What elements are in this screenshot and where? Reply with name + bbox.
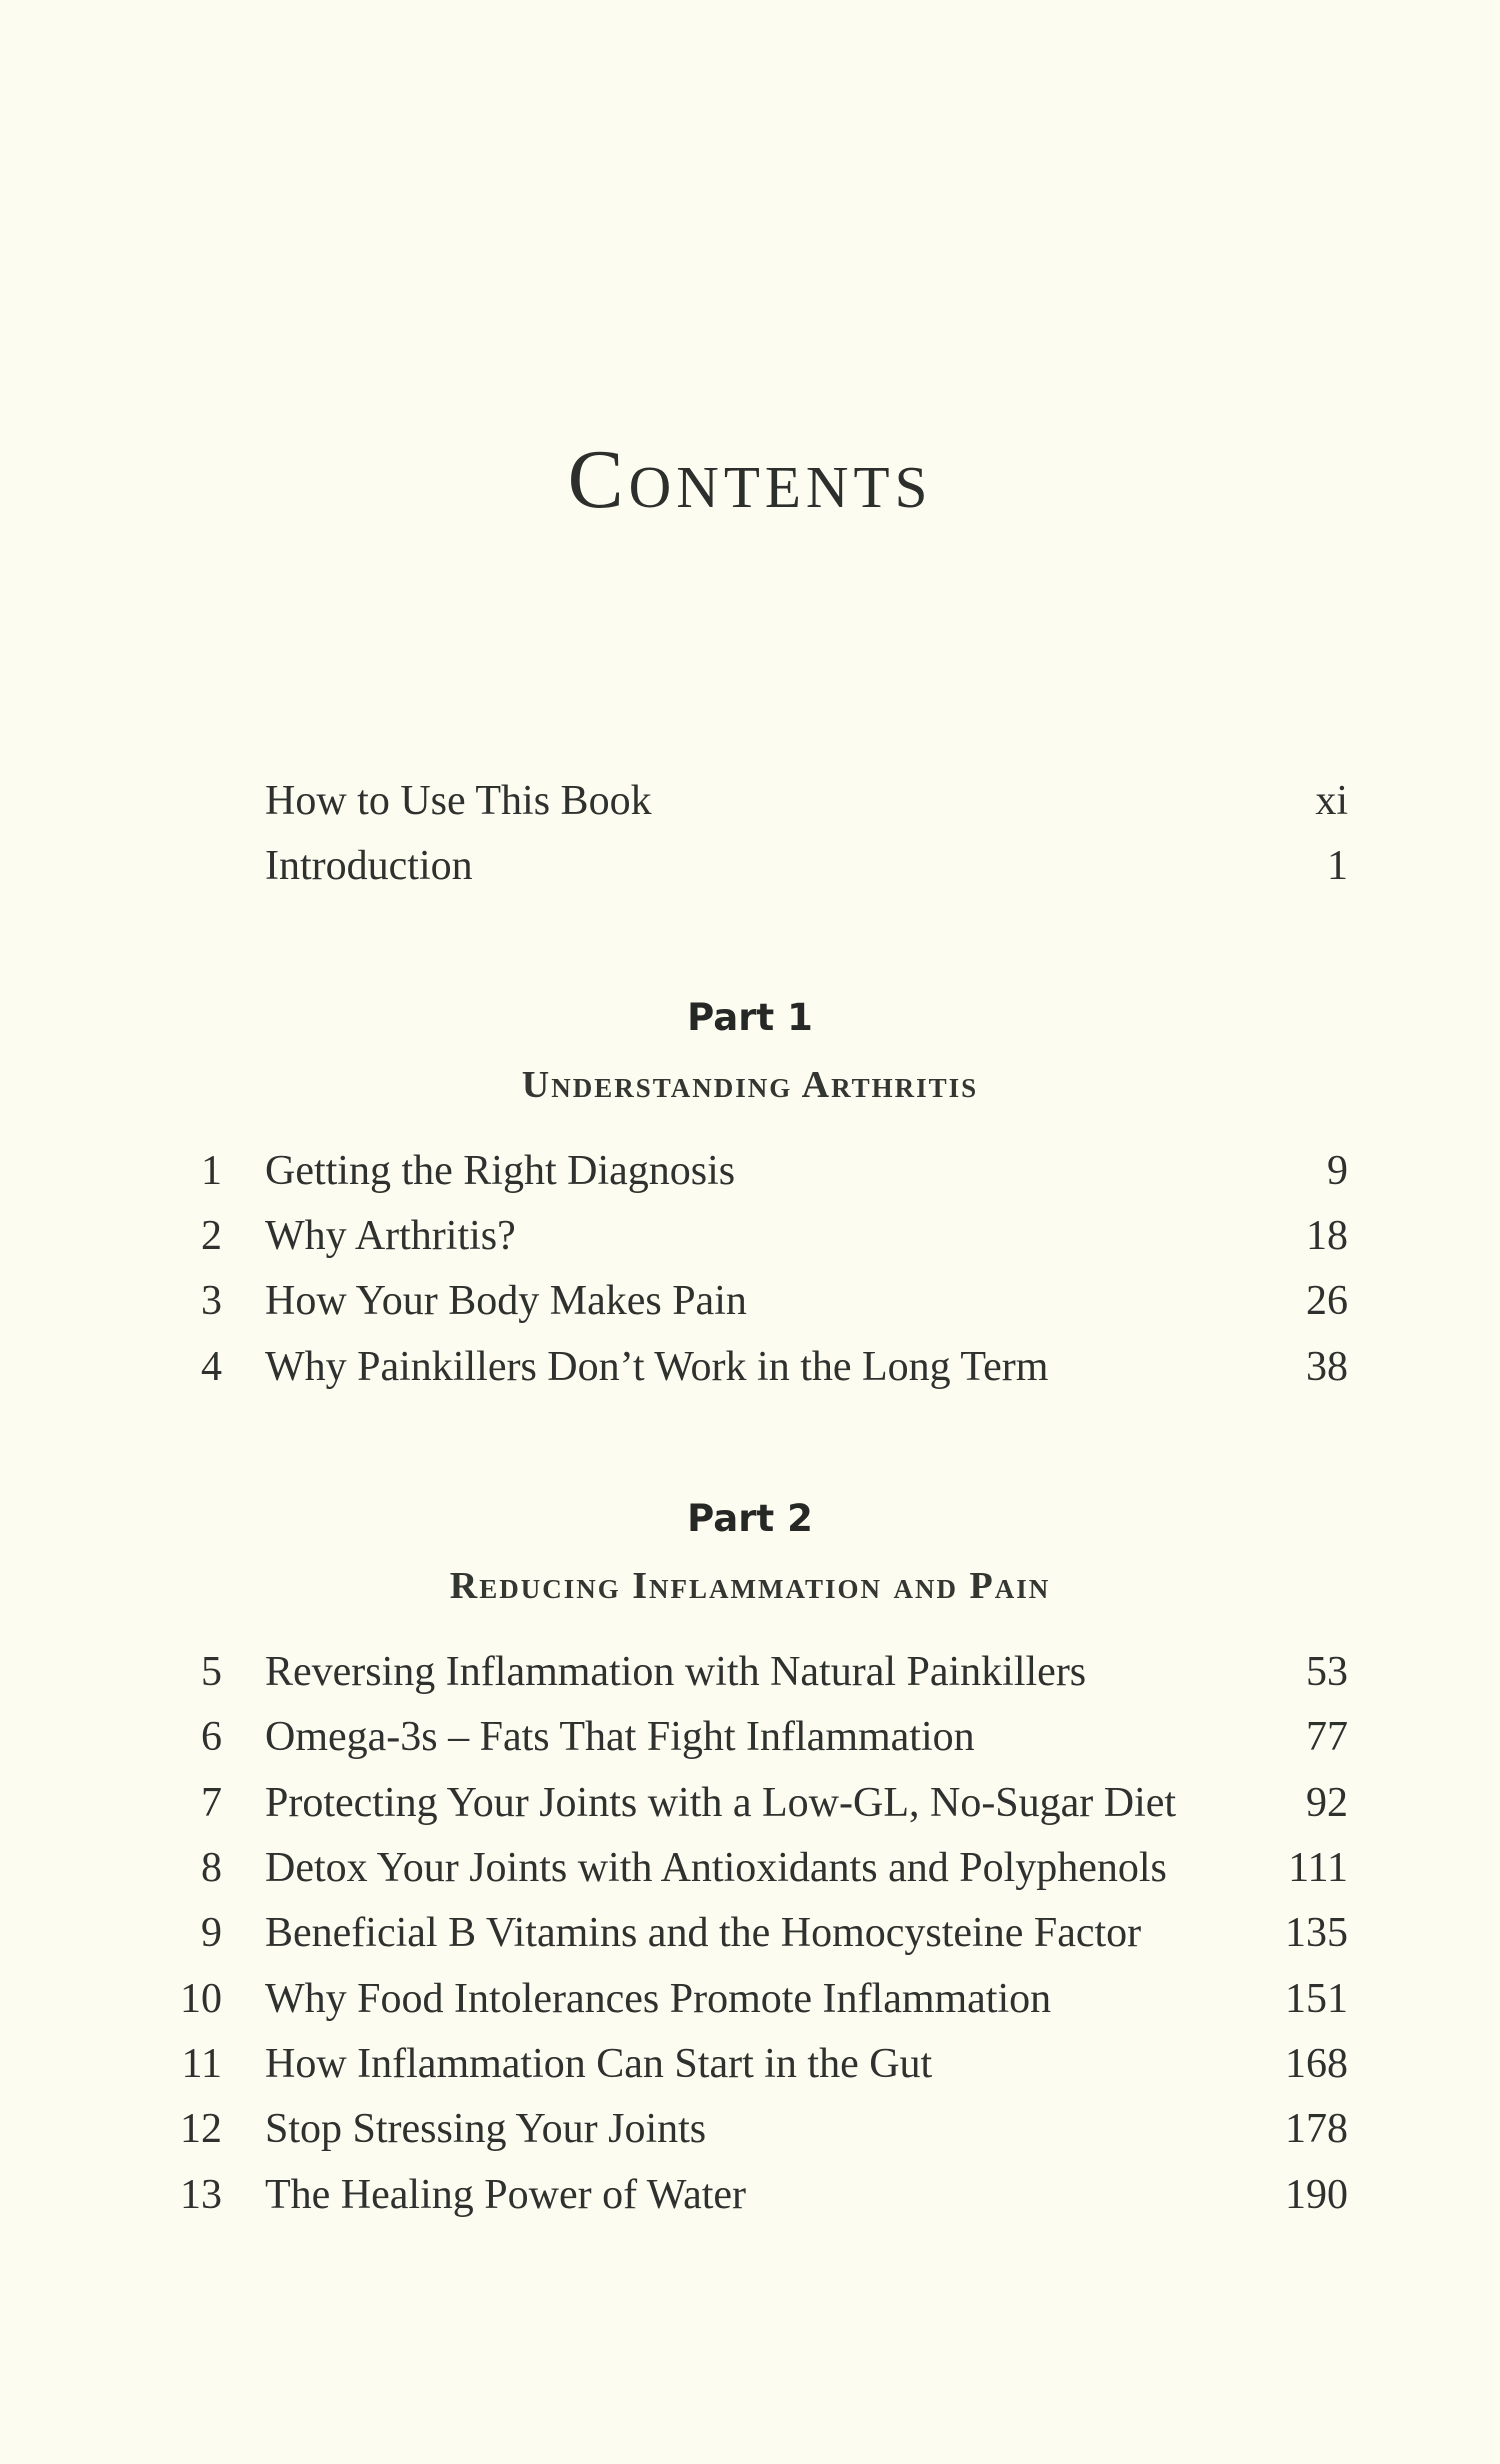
toc-chapter-3[interactable]: [0, 1268, 1500, 1334]
toc-entry-label: Introduction: [265, 843, 473, 889]
chapter-page: 135: [1285, 1910, 1348, 1956]
chapter-page: 178: [1285, 2106, 1348, 2152]
toc-chapter-10[interactable]: [0, 1966, 1500, 2032]
chapter-title: How Inflammation Can Start in the Gut: [265, 2041, 933, 2087]
chapter-page: 168: [1285, 2041, 1348, 2087]
chapter-number: 13: [180, 2172, 222, 2218]
toc-entry-label: How to Use This Book: [265, 778, 652, 824]
toc-chapter-13[interactable]: [0, 2162, 1500, 2228]
chapter-title: Stop Stressing Your Joints: [265, 2106, 707, 2152]
chapter-page: 92: [1306, 1780, 1348, 1826]
toc-entry-page: 1: [1327, 843, 1348, 889]
chapter-title: The Healing Power of Water: [265, 2172, 747, 2218]
part-1-heading: Part 1: [687, 996, 813, 1039]
chapter-title: Why Arthritis?: [265, 1213, 516, 1259]
chapter-number: 6: [201, 1714, 222, 1760]
chapter-number: 5: [201, 1649, 222, 1695]
chapter-page: 53: [1306, 1649, 1348, 1695]
chapter-number: 7: [201, 1780, 222, 1826]
toc-entry-how-to-use[interactable]: [0, 768, 1500, 834]
chapter-number: 1: [201, 1148, 222, 1194]
chapter-number: 2: [201, 1213, 222, 1259]
chapter-title: Beneficial B Vitamins and the Homocysteine Factor: [265, 1910, 1142, 1956]
toc-entry-introduction[interactable]: [0, 833, 1500, 899]
chapter-number: 3: [201, 1278, 222, 1324]
chapter-title: Why Painkillers Don’t Work in the Long Term: [265, 1344, 1049, 1390]
chapter-number: 4: [201, 1344, 222, 1390]
toc-chapter-12[interactable]: [0, 2096, 1500, 2162]
toc-chapter-8[interactable]: [0, 1835, 1500, 1901]
chapter-number: 9: [201, 1910, 222, 1956]
toc-chapter-2[interactable]: [0, 1203, 1500, 1269]
toc-chapter-5[interactable]: [0, 1639, 1500, 1705]
chapter-title: Protecting Your Joints with a Low-GL, No-Sugar Diet: [265, 1780, 1177, 1826]
chapter-title: Detox Your Joints with Antioxidants and Polyphenols: [265, 1845, 1167, 1891]
toc-chapter-9[interactable]: [0, 1900, 1500, 1966]
chapter-title: How Your Body Makes Pain: [265, 1278, 747, 1324]
toc-chapter-4[interactable]: [0, 1334, 1500, 1400]
chapter-title: Why Food Intolerances Promote Inflammation: [265, 1976, 1052, 2022]
chapter-page: 77: [1306, 1714, 1348, 1760]
chapter-number: 12: [180, 2106, 222, 2152]
chapter-number: 8: [201, 1845, 222, 1891]
chapter-page: 18: [1306, 1213, 1348, 1259]
toc-chapter-7[interactable]: [0, 1770, 1500, 1836]
chapter-number: 11: [181, 2041, 222, 2087]
toc-chapter-1[interactable]: [0, 1138, 1500, 1204]
page-title: Contents: [567, 433, 933, 527]
chapter-page: 9: [1327, 1148, 1348, 1194]
toc-chapter-11[interactable]: [0, 2031, 1500, 2097]
chapter-title: Getting the Right Diagnosis: [265, 1148, 736, 1194]
part-1-subtitle: Understanding Arthritis: [521, 1064, 979, 1106]
chapter-page: 26: [1306, 1278, 1348, 1324]
chapter-page: 190: [1285, 2172, 1348, 2218]
part-2-subtitle: Reducing Inflammation and Pain: [449, 1565, 1051, 1607]
chapter-page: 111: [1288, 1845, 1348, 1891]
chapter-number: 10: [180, 1976, 222, 2022]
chapter-title: Omega-3s – Fats That Fight Inflammation: [265, 1714, 975, 1760]
chapter-page: 151: [1285, 1976, 1348, 2022]
chapter-title: Reversing Inflammation with Natural Painkillers: [265, 1649, 1087, 1695]
toc-chapter-6[interactable]: [0, 1704, 1500, 1770]
part-2-heading: Part 2: [687, 1497, 813, 1540]
toc-entry-page: xi: [1315, 778, 1348, 824]
chapter-page: 38: [1306, 1344, 1348, 1390]
